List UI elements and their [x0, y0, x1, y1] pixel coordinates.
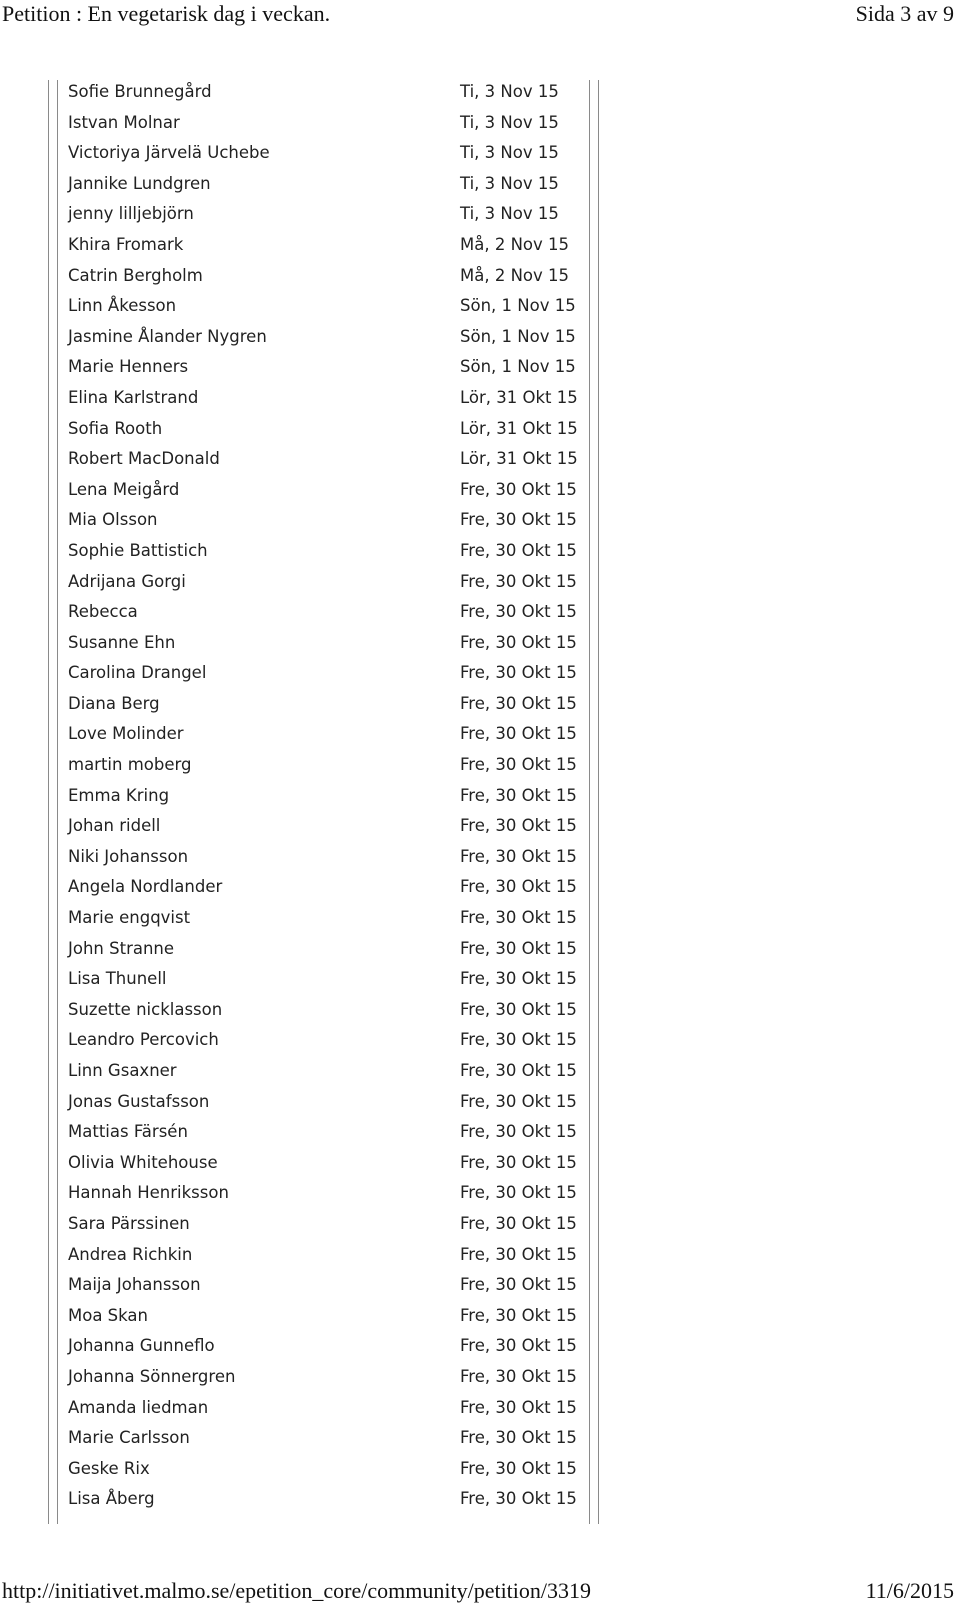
signer-name: Marie Henners — [68, 357, 189, 377]
signer-name: Khira Fromark — [68, 234, 184, 254]
signer-name: Maija Johansson — [68, 1275, 201, 1295]
signature-date: Fre, 30 Okt 15 — [460, 877, 577, 897]
signature-date: Fre, 30 Okt 15 — [460, 1061, 577, 1080]
signature-date: Lör, 31 Okt 15 — [460, 449, 578, 469]
signature-date: Fre, 30 Okt 15 — [460, 510, 577, 530]
signature-date: Ti, 3 Nov 15 — [460, 143, 559, 163]
source-url: http://initiativet.malmo.se/epetition_core/community/petition/3319 — [2, 1578, 592, 1603]
signer-name: Love Molinder — [68, 724, 184, 744]
document-title: Petition : En vegetarisk dag i veckan. — [2, 1, 331, 26]
signature-row — [68, 658, 608, 689]
signature-date: Fre, 30 Okt 15 — [460, 1458, 577, 1478]
signature-row — [68, 1301, 608, 1332]
signer-name: Marie Carlsson — [68, 1428, 190, 1448]
signature-date: Fre, 30 Okt 15 — [460, 1091, 577, 1111]
signature-row — [68, 689, 608, 720]
signature-date: Ti, 3 Nov 15 — [460, 112, 559, 132]
signature-row — [68, 1270, 608, 1301]
signature-row — [68, 230, 608, 261]
signature-row — [68, 383, 608, 414]
signature-row — [68, 872, 608, 903]
page-footer — [0, 1576, 960, 1606]
signature-date: Fre, 30 Okt 15 — [460, 969, 577, 989]
signature-row — [68, 1331, 608, 1362]
signer-name: Johanna Gunneflo — [68, 1336, 215, 1356]
signer-name: Sofie Brunnegård — [68, 82, 212, 101]
signer-name: Sara Pärssinen — [68, 1213, 190, 1233]
signature-date: Fre, 30 Okt 15 — [460, 1213, 577, 1233]
page-header — [0, 0, 960, 30]
signature-date: Ti, 3 Nov 15 — [460, 204, 559, 224]
signature-date: Fre, 30 Okt 15 — [460, 602, 577, 622]
signature-date: Sön, 1 Nov 15 — [460, 326, 576, 346]
signer-name: Mattias Färsén — [68, 1122, 188, 1142]
signature-date: Fre, 30 Okt 15 — [460, 1397, 577, 1417]
signer-name: Sofia Rooth — [68, 418, 163, 438]
signature-row — [68, 842, 608, 873]
signature-row — [68, 475, 608, 506]
signature-date: Fre, 30 Okt 15 — [460, 540, 577, 560]
signer-name: Carolina Drangel — [68, 663, 207, 683]
signer-name: Amanda liedman — [68, 1397, 209, 1417]
signer-name: Elina Karlstrand — [68, 387, 199, 407]
signature-row — [68, 781, 608, 812]
signature-date: Fre, 30 Okt 15 — [460, 1275, 577, 1295]
signature-date: Fre, 30 Okt 15 — [460, 938, 577, 958]
signature-row — [68, 1454, 608, 1485]
signature-row — [68, 261, 608, 292]
signer-name: John Stranne — [68, 938, 175, 958]
signature-row — [68, 750, 608, 781]
signature-row — [68, 199, 608, 230]
signature-date: Fre, 30 Okt 15 — [460, 693, 577, 713]
signature-row — [68, 1178, 608, 1209]
signer-name: Adrijana Gorgi — [68, 571, 186, 591]
signature-row — [68, 1209, 608, 1240]
signature-row — [68, 169, 608, 200]
signature-row — [68, 1117, 608, 1148]
signature-date: Må, 2 Nov 15 — [460, 234, 570, 254]
signer-name: Niki Johansson — [68, 846, 189, 866]
signature-row — [68, 1423, 608, 1454]
signature-date: Fre, 30 Okt 15 — [460, 846, 577, 866]
print-date: 11/6/2015 — [865, 1578, 954, 1603]
signature-row — [68, 444, 608, 475]
signer-name: Diana Berg — [68, 693, 160, 713]
signer-name: Jasmine Ålander Nygren — [68, 326, 267, 346]
signature-date: Sön, 1 Nov 15 — [460, 296, 576, 316]
signature-row — [68, 352, 608, 383]
signature-date: Fre, 30 Okt 15 — [460, 632, 577, 652]
signature-row — [68, 1148, 608, 1179]
signature-row — [68, 719, 608, 750]
signature-date: Fre, 30 Okt 15 — [460, 1489, 577, 1509]
signature-date: Fre, 30 Okt 15 — [460, 908, 577, 928]
signer-name: Suzette nicklasson — [68, 999, 223, 1019]
signer-name: Johan ridell — [68, 816, 161, 836]
signature-date: Fre, 30 Okt 15 — [460, 1152, 577, 1172]
signature-row — [68, 138, 608, 169]
table-border-left-outer — [48, 80, 49, 1524]
signature-date: Fre, 30 Okt 15 — [460, 663, 577, 683]
signature-date: Fre, 30 Okt 15 — [460, 724, 577, 744]
signer-name: Linn Åkesson — [68, 296, 177, 316]
signer-name: Hannah Henriksson — [68, 1183, 229, 1203]
signer-name: Jonas Gustafsson — [68, 1091, 210, 1111]
signature-date: Fre, 30 Okt 15 — [460, 1122, 577, 1142]
signature-date: Fre, 30 Okt 15 — [460, 1366, 577, 1386]
signature-row — [68, 291, 608, 322]
signature-date: Fre, 30 Okt 15 — [460, 785, 577, 805]
signer-name: Leandro Percovich — [68, 1030, 219, 1050]
signature-row — [68, 597, 608, 628]
signer-name: Linn Gsaxner — [68, 1061, 177, 1080]
signer-name: Lisa Åberg — [68, 1489, 155, 1509]
signature-date: Ti, 3 Nov 15 — [460, 82, 559, 101]
signer-name: Olivia Whitehouse — [68, 1152, 218, 1172]
signer-name: Robert MacDonald — [68, 449, 220, 469]
signature-row — [68, 903, 608, 934]
signer-name: jenny lilljebjörn — [68, 204, 194, 224]
signature-row — [68, 995, 608, 1026]
signer-name: Moa Skan — [68, 1305, 148, 1325]
signature-date: Fre, 30 Okt 15 — [460, 479, 577, 499]
signature-row — [68, 1087, 608, 1118]
signature-row — [68, 1025, 608, 1056]
signature-date: Fre, 30 Okt 15 — [460, 1244, 577, 1264]
signature-row — [68, 1484, 608, 1515]
signature-row — [68, 628, 608, 659]
signer-name: Mia Olsson — [68, 510, 158, 530]
signature-date: Lör, 31 Okt 15 — [460, 387, 578, 407]
signer-name: Johanna Sönnergren — [68, 1366, 236, 1386]
signer-name: Jannike Lundgren — [68, 173, 211, 193]
signature-row — [68, 77, 608, 108]
signature-row — [68, 964, 608, 995]
signature-date: Ti, 3 Nov 15 — [460, 173, 559, 193]
signature-row — [68, 811, 608, 842]
signature-row — [68, 505, 608, 536]
signer-name: Rebecca — [68, 602, 138, 622]
signature-row — [68, 1362, 608, 1393]
signer-name: Marie engqvist — [68, 908, 191, 928]
signer-name: Emma Kring — [68, 785, 170, 805]
signature-row — [68, 108, 608, 139]
signature-row — [68, 322, 608, 353]
signature-row — [68, 414, 608, 445]
signature-date: Fre, 30 Okt 15 — [460, 1030, 577, 1050]
signature-row — [68, 567, 608, 598]
signature-row — [68, 536, 608, 567]
table-border-left-inner — [57, 80, 58, 1524]
signer-name: Victoriya Järvelä Uchebe — [68, 143, 270, 163]
signature-date: Fre, 30 Okt 15 — [460, 1305, 577, 1325]
signature-date: Fre, 30 Okt 15 — [460, 1336, 577, 1356]
signature-date: Fre, 30 Okt 15 — [460, 755, 577, 775]
signer-name: Susanne Ehn — [68, 632, 176, 652]
signer-name: martin moberg — [68, 755, 192, 775]
signature-date: Fre, 30 Okt 15 — [460, 571, 577, 591]
signature-date: Lör, 31 Okt 15 — [460, 418, 578, 438]
signature-row — [68, 1240, 608, 1271]
signer-name: Sophie Battistich — [68, 540, 208, 560]
signer-name: Lena Meigård — [68, 479, 180, 499]
signature-date: Må, 2 Nov 15 — [460, 265, 570, 285]
signer-name: Istvan Molnar — [68, 112, 180, 132]
signer-name: Andrea Richkin — [68, 1244, 193, 1264]
signer-name: Geske Rix — [68, 1458, 150, 1478]
signature-date: Fre, 30 Okt 15 — [460, 1428, 577, 1448]
page-indicator: Sida 3 av 9 — [855, 1, 954, 26]
signer-name: Angela Nordlander — [68, 877, 223, 897]
signature-date: Fre, 30 Okt 15 — [460, 816, 577, 836]
signature-date: Fre, 30 Okt 15 — [460, 1183, 577, 1203]
signature-row — [68, 1056, 608, 1087]
signature-list — [68, 77, 608, 1515]
signature-row — [68, 1393, 608, 1424]
signature-date: Fre, 30 Okt 15 — [460, 999, 577, 1019]
signer-name: Catrin Bergholm — [68, 265, 203, 285]
signature-date: Sön, 1 Nov 15 — [460, 357, 576, 377]
signer-name: Lisa Thunell — [68, 969, 167, 989]
signature-row — [68, 934, 608, 965]
